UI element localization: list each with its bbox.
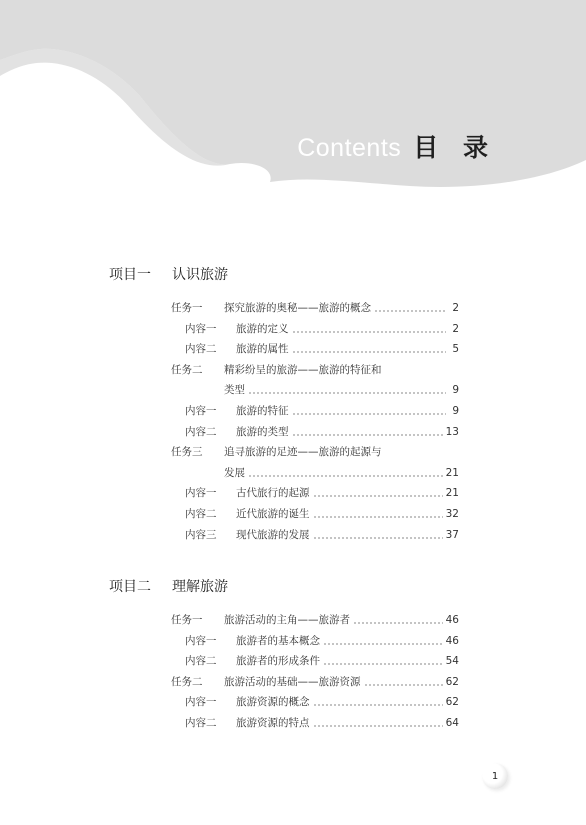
entry-page-number: 9 [452, 405, 459, 417]
toc-content-entry[interactable] [185, 715, 459, 731]
header-wave-band [0, 0, 586, 200]
toc-content-entry[interactable] [185, 403, 459, 419]
entry-label: 任务一 [171, 302, 203, 314]
dot-leader [313, 506, 443, 522]
entry-page-number: 21 [445, 466, 459, 479]
toc-task-entry[interactable] [171, 465, 459, 481]
toc-content-entry[interactable] [185, 341, 459, 357]
entry-title: 旅游活动的基础——旅游资源 [224, 675, 361, 688]
toc-task-entry[interactable] [171, 444, 459, 460]
entry-label: 内容二 [185, 425, 217, 438]
dot-leader [248, 382, 446, 398]
entry-title: 旅游的属性 [236, 343, 289, 356]
dot-leader [353, 612, 443, 628]
entry-page-number: 13 [445, 425, 459, 438]
title-english: Contents [297, 134, 402, 162]
entry-label: 任务二 [171, 363, 203, 376]
entry-page-number: 54 [445, 655, 459, 668]
dot-leader [323, 633, 443, 649]
entry-page-number: 46 [445, 614, 459, 626]
toc-task-entry[interactable] [171, 382, 459, 398]
entry-label: 内容一 [185, 487, 217, 500]
section-number: 项目一 [109, 267, 151, 283]
entry-title: 类型 [224, 384, 245, 397]
dot-leader [248, 465, 443, 481]
dot-leader [292, 321, 447, 337]
toc-task-entry[interactable] [171, 612, 459, 628]
dot-leader [313, 694, 443, 710]
entry-label: 任务一 [171, 614, 203, 626]
entry-page-number: 2 [452, 322, 459, 335]
entry-label: 内容一 [185, 405, 217, 417]
dot-leader [313, 527, 443, 543]
entry-page-number: 46 [445, 634, 459, 647]
dot-leader [374, 300, 446, 316]
page-number-badge [482, 763, 508, 789]
section-number: 项目二 [109, 579, 151, 595]
entry-title: 旅游资源的特点 [236, 717, 310, 729]
entry-page-number: 64 [445, 717, 459, 729]
entry-label: 任务三 [171, 446, 203, 459]
entry-label: 内容三 [185, 528, 217, 541]
entry-page-number: 62 [445, 696, 459, 709]
entry-title: 现代旅游的发展 [236, 528, 310, 541]
entry-title: 旅游活动的主角——旅游者 [224, 614, 350, 626]
toc-task-entry[interactable] [171, 674, 459, 690]
toc-content-entry[interactable] [185, 506, 459, 522]
toc-content-entry[interactable] [185, 485, 459, 501]
entry-title: 追寻旅游的足迹——旅游的起源与 [224, 446, 382, 459]
entry-page-number: 9 [452, 384, 459, 397]
entry-title: 旅游的特征 [236, 405, 289, 417]
entry-title: 旅游者的形成条件 [236, 655, 320, 668]
entry-label: 任务二 [171, 675, 203, 688]
toc-task-entry[interactable] [171, 362, 459, 378]
entry-label: 内容二 [185, 508, 217, 520]
toc-content-entry[interactable] [185, 694, 459, 710]
entry-label: 内容二 [185, 655, 217, 668]
section-name: 理解旅游 [172, 579, 228, 595]
entry-page-number: 37 [445, 528, 459, 541]
entry-page-number: 2 [452, 302, 459, 314]
entry-title: 旅游的类型 [236, 425, 289, 438]
toc-content-entry[interactable] [185, 321, 459, 337]
dot-leader [364, 674, 443, 690]
dot-leader [292, 403, 447, 419]
entry-label: 内容一 [185, 322, 217, 335]
toc-task-entry[interactable] [171, 300, 459, 316]
dot-leader [292, 424, 443, 440]
entry-label: 内容二 [185, 343, 217, 356]
toc-content-entry[interactable] [185, 527, 459, 543]
section-name: 认识旅游 [172, 267, 228, 283]
dot-leader [323, 653, 443, 669]
entry-label: 内容二 [185, 717, 217, 729]
entry-title: 旅游者的基本概念 [236, 634, 320, 647]
section-heading-project-1[interactable] [109, 264, 228, 284]
entry-label: 内容一 [185, 634, 217, 647]
dot-leader [292, 341, 447, 357]
dot-leader [313, 715, 443, 731]
entry-title: 精彩纷呈的旅游——旅游的特征和 [224, 363, 382, 376]
entry-page-number: 5 [452, 343, 459, 356]
dot-leader [313, 485, 443, 501]
entry-title: 旅游的定义 [236, 322, 289, 335]
entry-page-number: 62 [445, 675, 459, 688]
entry-title: 旅游资源的概念 [236, 696, 310, 709]
title-chinese: 目 录 [413, 133, 496, 162]
entry-title: 近代旅游的诞生 [236, 508, 310, 520]
entry-title: 古代旅行的起源 [236, 487, 310, 500]
page-number: 1 [491, 770, 499, 782]
entry-title: 发展 [224, 466, 245, 479]
entry-page-number: 21 [445, 487, 459, 500]
entry-label: 内容一 [185, 696, 217, 709]
entry-title: 探究旅游的奥秘——旅游的概念 [224, 302, 371, 314]
entry-page-number: 32 [445, 508, 459, 520]
toc-content-entry[interactable] [185, 633, 459, 649]
contents-title [297, 128, 496, 164]
section-heading-project-2[interactable] [109, 576, 228, 596]
toc-content-entry[interactable] [185, 653, 459, 669]
toc-content-entry[interactable] [185, 424, 459, 440]
